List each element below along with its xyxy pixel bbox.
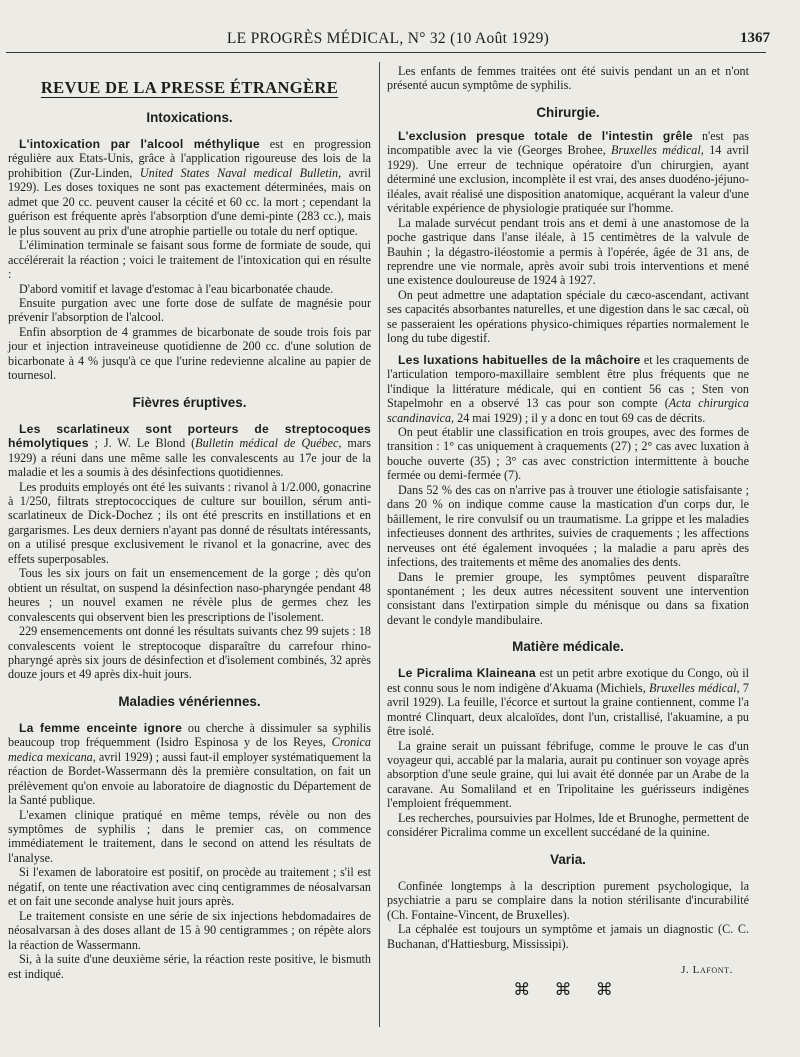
paragraph	[387, 353, 749, 425]
paragraph-text: avril 1929). Les doses toxiques ne sont pas exactement déterminées, mais on admet que 20 cc. peuvent causer la cécité et 60 cc. la mort ; cependant la guérison est fréquente après l'absorption d'une demi-pinte (283 cc.), mais le plus souvent au prix d'une atrophie partielle ou totale du nerf optique.	[8, 165, 371, 238]
paragraph	[8, 137, 371, 238]
paragraph: La céphalée est toujours un symptôme et jamais un diagnostic (C. C. Buchanan, d'Hattiesburg, Mississipi).	[387, 922, 749, 951]
paragraph-text: n'est pas incompatible avec la vie (Georges Brohee,	[387, 128, 750, 158]
section-heading-matiere-medicale: Matière médicale.	[512, 639, 624, 655]
paragraph: La graine serait un puissant fébrifuge, comme le prouve le cas d'un voyageur qui, accablé par la malaria, aurait pu continuer son voyage après absorption d'une seule graine, qui lui avait été donnée par un Arabe de la caravane. Au Somaliland et en Tripolitaine les guérisseurs indigènes l'emploient fréquemment.	[387, 738, 749, 811]
paragraph: 229 ensemencements ont donné les résultats suivants chez 99 sujets : 18 convalescents voient le streptocoque disparaître du carrefour rhino-pharyngé après six jours de désinfection et d'isolement combinés, 32 après douze jours et 49 après dix-huit jours.	[8, 624, 371, 682]
paragraph-lead: La femme enceinte ignore	[19, 720, 183, 735]
paragraph-text: et les craquements de l'articulation temporo-maxillaire semblent être plus fréquents que ne l'indique la littérature médicale, qui en contient 56 cas ; Sten von Stapelmohr en a observé 13 cas pour son compte (	[387, 352, 749, 411]
column-divider	[379, 62, 380, 1027]
author-signature: J. Lafont.	[681, 964, 733, 977]
paragraph-text: 14 avril 1929). Une erreur de technique opératoire d'un chirurgien, ayant déterminé une exclusion, incomplète il est vrai, des anses duodéno-jéjuno-iléales, avait réalisé une disposition anatomique, acquérant la valeur d'une véritable expérience de physiologie pratiquée sur l'homme.	[387, 143, 749, 216]
source-citation: Bulletin médical de Québec,	[195, 436, 342, 451]
paragraph-text: 7 avril 1929). La feuille, l'écorce et surtout la graine contiennent, comme l'a montré Clinquart, deux alcaloïdes, dont l'un, cristallisé, l'akuamine, a pu être isolé.	[387, 680, 749, 739]
source-citation: Acta chirurgica scandinavica,	[387, 396, 749, 425]
paragraph-lead: Les luxations habituelles de la mâchoire	[398, 352, 641, 367]
paragraph-lead: Le Picralima Klaineana	[398, 666, 536, 681]
source-citation: Bruxelles médical,	[649, 680, 740, 695]
paragraph: Dans le premier groupe, les symptômes peuvent disparaître spontanément ; les deux autres nécessitent souvent une intervention consistant dans l'extirpation simple du ménisque ou dans sa fixation devant le condyle mandibulaire.	[387, 569, 749, 627]
section-heading-varia: Varia.	[550, 851, 586, 867]
paragraph-text: avril 1929) ; aussi faut-il employer systématiquement la réaction de Bordet-Wassermann dès la première consultation, on fait un prélèvement qu'on envoie au laboratoire de diagnostic du Département de la Santé publique.	[8, 749, 371, 808]
paragraph-text: mars 1929) a réuni dans une même salle les convalescents au 17e jour de la maladie et les a soumis à des désinfections quotidiennes.	[8, 436, 371, 480]
ornament-icon: ⌘ ⌘ ⌘	[513, 980, 623, 1000]
paragraph-lead: L'intoxication par l'alcool méthylique	[19, 137, 260, 151]
paragraph: Le traitement consiste en une série de six injections hebdomadaires de néosalvarsan à des doses allant de 15 à 90 centigrammes ; on répète alors la réaction de Wassermann.	[8, 908, 371, 952]
paragraph-lead: Les scarlatineux sont porteurs de streptocoques hémolytiques	[8, 421, 371, 451]
section-heading-chirurgie: Chirurgie.	[536, 104, 600, 120]
paragraph: On peut admettre une adaptation spéciale du cæco-ascendant, activant ses capacités absorbantes naturelles, et une digestion dans le sac cæcal, où se passeraient les opérations physico-chimiques réparties normalement le long du tube digestif.	[387, 287, 749, 346]
paragraph	[387, 129, 749, 216]
running-head: LE PROGRÈS MÉDICAL, N° 32 (10 Août 1929)	[226, 30, 550, 47]
article-title: REVUE DE LA PRESSE ÉTRANGÈRE	[40, 78, 339, 97]
paragraph: Les produits employés ont été les suivants : rivanol à 1/2.000, gonacrine à 1/250, filtrats streptococciques de culture sur bouillon, sérum anti-scarlatineux de Dick-Dochez ; ils ont été prescrits en instillations et en gargarismes. Les deux derniers n'ayant pas donné de résultats intéressants, on a utilisé presque exclusivement le rivanol et la gonacrine, avec des effets superposables.	[8, 479, 371, 566]
paragraph	[387, 666, 749, 738]
paragraph: Dans 52 % des cas on n'arrive pas à trouver une étiologie satisfaisante ; dans 20 % on indique comme cause la mastication d'un corps dur, le bâillement, le rire convulsif ou un traumatisme. La grippe et les maladies infectieuses donnent des arthrites, suivies de craquements ; les affections nerveuses ont été également invoquées ; la maladie a paru après des infections, des traitements et même des anomalies des dents.	[387, 482, 749, 570]
paragraph: L'élimination terminale se faisant sous forme de formiate de soude, qui accélérerait la réaction ; voici le traitement de l'intoxication qui en résulte :	[8, 238, 371, 282]
source-citation: United States Naval medical Bulletin,	[139, 165, 342, 180]
paragraph	[8, 721, 371, 808]
paragraph-text: ; J. W. Le Blond (	[88, 436, 196, 451]
paragraph: L'examen clinique pratiqué en même temps, révèle ou non des symptômes de syphilis ; dans le premier cas, on commence immédiatement le traitement, dans le second on attend les résultats de l'analyse.	[8, 807, 371, 865]
paragraph-text: est en progression régulière aux Etats-Unis, grâce à l'application rigoureuse des lois de la prohibition (Zur-Linden,	[8, 137, 371, 180]
paragraph-lead: L'exclusion presque totale de l'intestin grêle	[398, 128, 693, 143]
source-citation: Bruxelles médical,	[611, 143, 704, 158]
paragraph: Si l'examen de laboratoire est positif, on procède au traitement ; s'il est négatif, on tente une réactivation avec cinq centigrammes de néosalvarsan et on fait une seconde analyse huit jours après.	[8, 865, 371, 909]
section-heading-fievres: Fièvres éruptives.	[132, 394, 247, 410]
paragraph: Ensuite purgation avec une forte dose de sulfate de magnésie pour prévenir l'absorption de l'alcool.	[8, 295, 371, 325]
section-heading-veneriennes: Maladies vénériennes.	[118, 693, 261, 709]
page-header	[6, 30, 770, 48]
paragraph: Si, à la suite d'une deuxième série, la réaction reste positive, le bismuth est indiqué.	[8, 952, 371, 981]
paragraph: Confinée longtemps à la description purement psychologique, la psychiatrie a paru se complaire dans la notion stérilisante d'incurabilité (Ch. Fontaine-Vincent, de Bruxelles).	[387, 878, 749, 922]
paragraph: D'abord vomitif et lavage d'estomac à l'eau bicarbonatée chaude.	[19, 281, 334, 296]
paragraph-text: ou cherche à dissimuler sa syphilis beaucoup trop fréquemment (Isidro Espinosa y de los Reyes,	[8, 720, 371, 750]
source-citation: Cronica medica mexicana,	[8, 735, 371, 764]
paragraph: Les enfants de femmes traitées ont été suivis pendant un an et n'ont présenté aucun symptôme de syphilis.	[387, 64, 749, 93]
paragraph: On peut établir une classification en trois groupes, avec des formes de transition : 1° cas uniquement à craquements (27) ; 2° cas avec luxation à bouche ouverte (35) ; 3° cas avec constriction intermittente à bouche fermée ou demi-fermée (7).	[387, 424, 749, 483]
paragraph: Les recherches, poursuivies par Holmes, Ide et Brunoghe, permettent de considérer Picralima comme un excellent succédané de la quinine.	[387, 810, 749, 840]
paragraph: Enfin absorption de 4 grammes de bicarbonate de soude trois fois par jour et injection intraveineuse quotidienne de 200 cc. d'une solution de bicarbonate à 4 % jusqu'à ce que l'urine redevienne alcaline au papier de tournesol.	[8, 324, 371, 383]
section-heading-intoxications: Intoxications.	[146, 110, 233, 125]
paragraph: Tous les six jours on fait un ensemencement de la gorge ; dès qu'on obtient un résultat, on suspend la désinfection naso-pharyngée pendant 48 heures ; un nouvel examen ne révèle plus de germes chez les convalescents qui observent bien les prescriptions de l'isolement.	[8, 566, 371, 624]
right-column	[387, 64, 749, 998]
page-number: 1367	[740, 30, 770, 46]
paragraph-text: est un petit arbre exotique du Congo, où il est connu sous le nom indigène d'Akuama (Michiels,	[387, 666, 749, 695]
paragraph: La malade survécut pendant trois ans et demi à une anastomose de la poche gastrique dans l'anse iléale, à 15 centimètres de la valvule de Bauhin ; la dégastro-iléostomie a permis à l'opérée, âgée de 31 ans, de reprendre une vie normale, après avoir subi trois interventions et mené une existence douloureuse de 1924 à 1927.	[387, 215, 749, 288]
header-rule	[6, 52, 766, 53]
paragraph-text: 24 mai 1929) ; il y a donc en tout 69 cas de décrits.	[454, 410, 706, 425]
left-column	[8, 64, 371, 981]
paragraph	[8, 422, 371, 480]
